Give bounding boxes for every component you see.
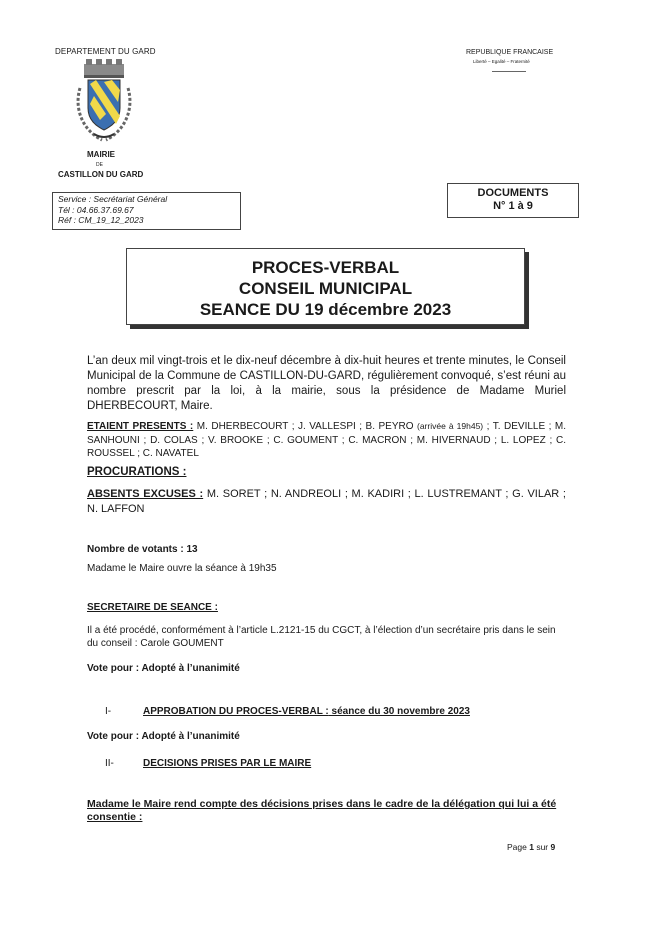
title-line-1: PROCES-VERBAL xyxy=(251,258,400,277)
department-label: DEPARTEMENT DU GARD xyxy=(55,47,156,56)
absents-label: ABSENTS EXCUSES : xyxy=(87,488,204,500)
session-opening: Madame le Maire ouvre la séance à 19h35 xyxy=(87,563,277,574)
reference-line: Réf : CM_19_12_2023 xyxy=(58,215,144,225)
intro-paragraph: L’an deux mil vingt-trois et le dix-neuf décembre à dix-huit heures et trente minutes, le Conseil Municipal de la Commune de CASTILLON-DU-GARD, régulièrement convoqué, s’est réuni au nombre prescrit par la loi, à la mairie, sous la présidence de Madame Muriel DHERBECOURT, Maire. xyxy=(87,355,566,412)
item-1-heading xyxy=(143,706,470,717)
mairie-label: MAIRIE xyxy=(87,150,115,159)
absents-paragraph xyxy=(87,487,566,517)
service-info-box xyxy=(52,192,241,230)
page-mid: sur xyxy=(533,842,551,852)
secretaire-text: Il a été procédé, conformément à l’article L.2121-15 du CGCT, à l’élection d’un secrétaire pris dans le sein du conseil : Carole GOUMENT xyxy=(87,625,556,649)
document-title-box xyxy=(126,248,525,325)
item-1-label: APPROBATION DU PROCES-VERBAL : xyxy=(143,706,329,717)
presents-paragraph xyxy=(87,420,566,461)
votants-count: Nombre de votants : 13 xyxy=(87,544,198,555)
header-divider xyxy=(492,71,526,72)
secretaire-heading: SECRETAIRE DE SEANCE : xyxy=(87,602,218,613)
coat-of-arms-logo xyxy=(76,58,132,144)
presents-text-b: ; T. DEVILLE ; M. SANHOUNI ; D. COLAS ; V. BROOKE ; C. GOUMENT ; C. MACRON ; M. HIVERNAUD ; L. LOPEZ ; C. ROUSSEL ; C. NAVATEL xyxy=(87,421,567,459)
title-line-2: CONSEIL MUNICIPAL xyxy=(238,279,413,298)
item-2-number: II- xyxy=(105,758,114,769)
mairie-de-label: DE xyxy=(96,162,103,168)
service-line: Service : Secrétariat Général xyxy=(58,194,168,204)
absents-text: M. SORET ; N. ANDREOLI ; M. KADIRI ; L. LUSTREMANT ; G. VILAR ; N. LAFFON xyxy=(87,488,566,515)
presents-text-a: M. DHERBECOURT ; J. VALLESPI ; B. PEYRO xyxy=(193,421,417,432)
item-2-heading: DECISIONS PRISES PAR LE MAIRE xyxy=(143,758,312,769)
decisions-intro: Madame le Maire rend compte des décisions prises dans le cadre de la délégation qui lui a été consentie : xyxy=(87,798,557,823)
page-current: 1 xyxy=(529,842,534,852)
page-number xyxy=(507,842,555,852)
presents-arrival-note: (arrivée à 19h45) xyxy=(416,421,484,431)
presents-label: ETAIENT PRESENTS : xyxy=(87,421,194,432)
page-prefix: Page xyxy=(507,842,530,852)
documents-label: DOCUMENTS xyxy=(477,187,549,199)
item-1-rest: séance du 30 novembre 2023 xyxy=(328,706,470,717)
vote-result-2: Vote pour : Adopté à l’unanimité xyxy=(87,731,240,742)
devise-label: Liberté – Egalité – Fraternité xyxy=(473,59,530,64)
vote-result-1: Vote pour : Adopté à l’unanimité xyxy=(87,663,240,674)
documents-box xyxy=(447,183,579,218)
item-1-number: I- xyxy=(105,706,112,717)
republic-label: REPUBLIQUE FRANCAISE xyxy=(466,49,554,56)
documents-range: N° 1 à 9 xyxy=(493,200,533,212)
page-total: 9 xyxy=(550,842,556,852)
mairie-city-label: CASTILLON DU GARD xyxy=(58,170,144,179)
procurations-heading: PROCURATIONS : xyxy=(87,466,187,478)
title-line-3: SEANCE DU 19 décembre 2023 xyxy=(199,300,452,319)
telephone-line: Tél : 04.66.37.69.67 xyxy=(58,204,134,215)
